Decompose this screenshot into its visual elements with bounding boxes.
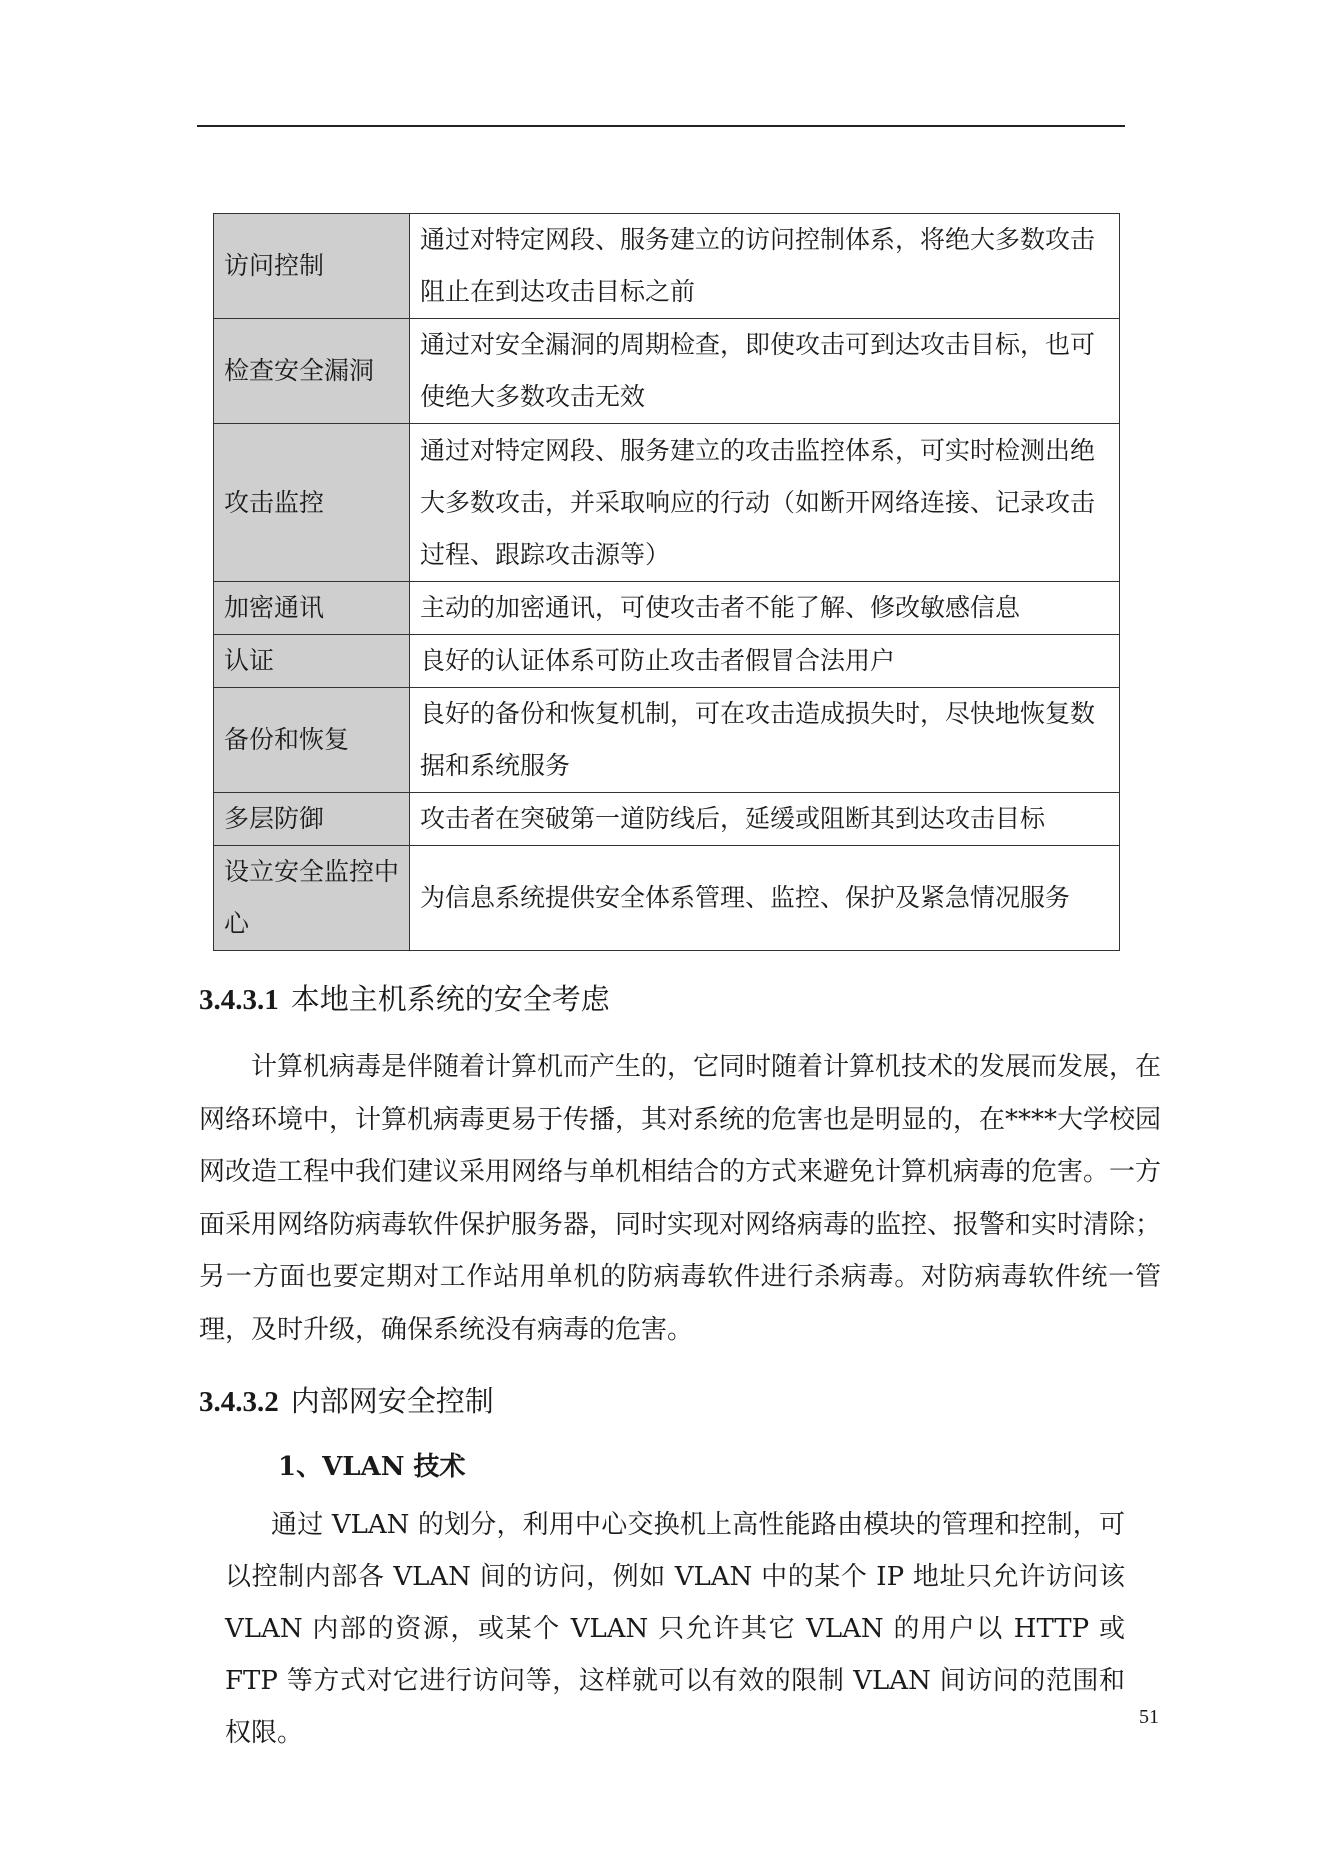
table-row	[214, 582, 1120, 635]
table-row	[214, 846, 1120, 951]
section-number: 3.4.3.1	[199, 984, 279, 1016]
table-row	[214, 319, 1120, 424]
measure-label: 访问控制	[214, 214, 410, 319]
measure-description: 通过对特定网段、服务建立的攻击监控体系，可实时检测出绝大多数攻击，并采取响应的行动（如断开网络连接、记录攻击过程、跟踪攻击源等）	[410, 424, 1120, 582]
measure-description: 良好的认证体系可防止攻击者假冒合法用户	[410, 635, 1120, 688]
measure-label: 检查安全漏洞	[214, 319, 410, 424]
table-row	[214, 424, 1120, 582]
body-paragraph-vlan: 通过 VLAN 的划分，利用中心交换机上高性能路由模块的管理和控制，可以控制内部各 VLAN 间的访问，例如 VLAN 中的某个 IP 地址只允许访问该 VLAN 内部的资源，或某个 VLAN 只允许其它 VLAN 的用户以 HTTP 或 FTP 等方式对它进行访问等，这样就可以有效的限制 VLAN 间访问的范围和权限。	[225, 1510, 1125, 1748]
section-title: 内部网安全控制	[290, 1384, 494, 1418]
section-title: 本地主机系统的安全考虑	[290, 982, 610, 1016]
measure-label: 多层防御	[214, 793, 410, 846]
section-number: 3.4.3.2	[199, 1386, 279, 1418]
table-row	[214, 214, 1120, 319]
measure-description: 为信息系统提供安全体系管理、监控、保护及紧急情况服务	[410, 846, 1120, 951]
table-row	[214, 793, 1120, 846]
measure-description: 通过对特定网段、服务建立的访问控制体系，将绝大多数攻击阻止在到达攻击目标之前	[410, 214, 1120, 319]
table-row	[214, 635, 1120, 688]
measure-label: 加密通讯	[214, 582, 410, 635]
measure-description: 攻击者在突破第一道防线后，延缓或阻断其到达攻击目标	[410, 793, 1120, 846]
measure-description: 良好的备份和恢复机制，可在攻击造成损失时，尽快地恢复数据和系统服务	[410, 688, 1120, 793]
header-rule	[197, 125, 1125, 127]
security-measures-table	[213, 213, 1120, 951]
measure-label: 攻击监控	[214, 424, 410, 582]
measure-label: 设立安全监控中心	[214, 846, 410, 951]
section-heading-3-4-3-1	[199, 977, 610, 1018]
subheading-vlan: 1、VLAN 技术	[278, 1452, 466, 1482]
page-number: 51	[1139, 1706, 1159, 1728]
measure-label: 备份和恢复	[214, 688, 410, 793]
measure-label: 认证	[214, 635, 410, 688]
measure-description: 通过对安全漏洞的周期检查，即使攻击可到达攻击目标，也可使绝大多数攻击无效	[410, 319, 1120, 424]
table-row	[214, 688, 1120, 793]
body-paragraph-antivirus: 计算机病毒是伴随着计算机而产生的，它同时随着计算机技术的发展而发展，在网络环境中，计算机病毒更易于传播，其对系统的危害也是明显的，在****大学校园网改造工程中我们建议采用网络与单机相结合的方式来避免计算机病毒的危害。一方面采用网络防病毒软件保护服务器，同时实现对网络病毒的监控、报警和实时清除；另一方面也要定期对工作站用单机的防病毒软件进行杀病毒。对防病毒软件统一管理，及时升级，确保系统没有病毒的危害。	[199, 1052, 1162, 1345]
section-heading-3-4-3-2	[199, 1379, 494, 1420]
measure-description: 主动的加密通讯，可使攻击者不能了解、修改敏感信息	[410, 582, 1120, 635]
